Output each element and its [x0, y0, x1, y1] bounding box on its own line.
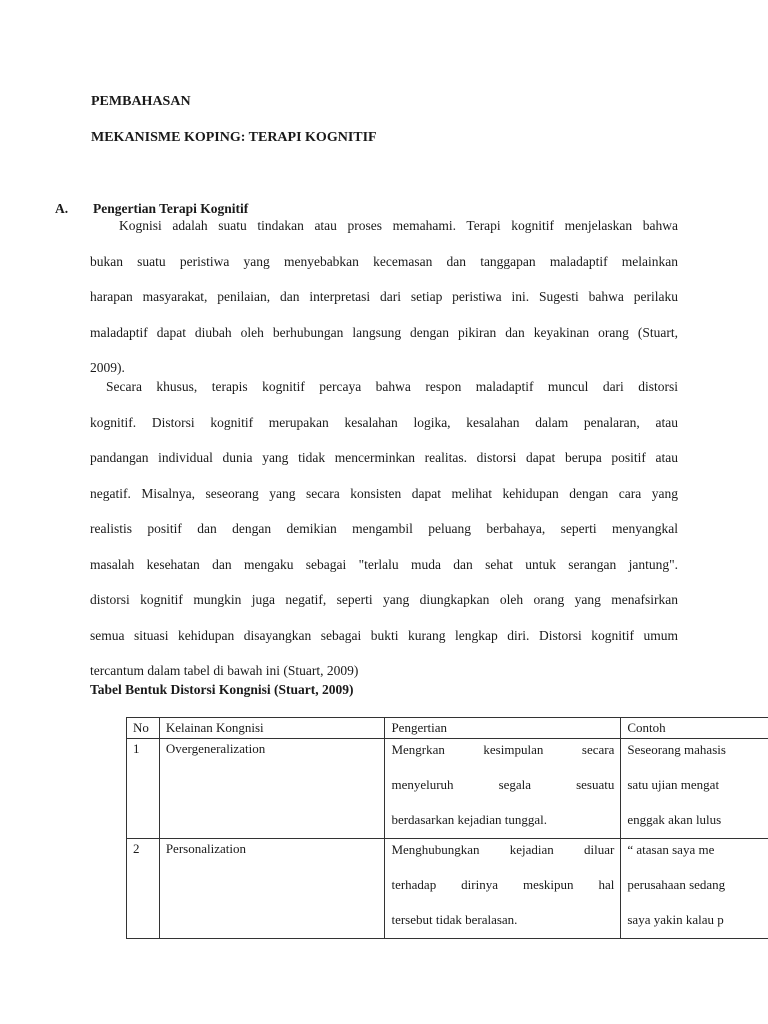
paragraph-line: semua situasi kehidupan disayangkan sebagai bukti kurang lengkap diri. Distorsi kognitif umum: [90, 627, 678, 643]
cell-kelainan: Personalization: [159, 839, 385, 939]
table-row: [127, 739, 768, 839]
cell-line: enggak akan lulus: [627, 812, 722, 827]
cell-no: 1: [127, 739, 160, 839]
paragraph-1: [90, 208, 678, 386]
cell-line: saya yakin kalau p: [627, 912, 724, 927]
table-header-row: [127, 718, 768, 739]
paragraph-2: [90, 369, 678, 689]
cell-line: Menghubungkan kejadian diluar: [391, 842, 615, 857]
cell-line: Seseorang mahasis: [627, 742, 726, 757]
cell-line: tersebut tidak beralasan.: [391, 912, 518, 927]
paragraph-line: pandangan individual dunia yang tidak mencerminkan realitas. distorsi dapat berupa positif atau: [90, 450, 678, 465]
header-pengertian: Pengertian: [385, 718, 621, 739]
distortion-table: [126, 717, 768, 939]
cell-line: menyeluruh segala sesuatu: [391, 777, 615, 792]
header-kelainan: Kelainan Kongnisi: [159, 718, 385, 739]
cell-pengertian: [385, 839, 621, 939]
paragraph-line: bukan suatu peristiwa yang menyebabkan kecemasan dan tanggapan maladaptif melainkan: [90, 253, 678, 269]
header-contoh: Contoh: [621, 718, 768, 739]
cell-line: “ atasan saya me: [627, 842, 715, 857]
paragraph-line: maladaptif dapat diubah oleh berhubungan langsung dengan pikiran dan keyakinan orang (Stuart,: [90, 324, 678, 340]
cell-contoh: [621, 839, 768, 939]
section-letter: A.: [55, 201, 69, 216]
section-title: Pengertian Terapi Kognitif: [93, 201, 249, 216]
paragraph-line: masalah kesehatan dan mengaku sebagai "terlalu muda dan sehat untuk serangan jantung".: [90, 556, 678, 572]
page-heading: PEMBAHASAN: [91, 94, 191, 109]
table-row: [127, 839, 768, 939]
cell-line: terhadap dirinya meskipun hal: [391, 877, 615, 892]
cell-line: berdasarkan kejadian tunggal.: [391, 812, 548, 827]
cell-line: perusahaan sedang: [627, 877, 726, 892]
paragraph-line: 2009).: [90, 360, 125, 375]
paragraph-line: harapan masyarakat, penilaian, dan interpretasi dari setiap peristiwa ini. Sugesti bahwa perilaku: [90, 289, 678, 304]
paragraph-line: distorsi kognitif mungkin juga negatif, seperti yang diungkapkan oleh orang yang menafsirkan: [90, 592, 678, 607]
paragraph-line: kognitif. Distorsi kognitif merupakan kesalahan logika, kesalahan dalam penalaran, atau: [90, 414, 678, 430]
cell-line: satu ujian mengat: [627, 777, 720, 792]
page-subheading: MEKANISME KOPING: TERAPI KOGNITIF: [91, 130, 377, 145]
cell-pengertian: [385, 739, 621, 839]
paragraph-line: negatif. Misalnya, seseorang yang secara konsisten dapat melihat kehidupan dengan cara yang: [90, 485, 678, 501]
cell-line: Mengrkan kesimpulan secara: [391, 742, 615, 757]
header-no: No: [127, 718, 160, 739]
paragraph-line: realistis positif dan dengan demikian mengambil peluang berbahaya, seperti menyangkal: [90, 521, 678, 536]
paragraph-line: tercantum dalam tabel di bawah ini (Stuart, 2009): [90, 663, 359, 678]
paragraph-line: Secara khusus, terapis kognitif percaya bahwa respon maladaptif muncul dari distorsi: [106, 379, 678, 394]
cell-contoh: [621, 739, 768, 839]
table-title: Tabel Bentuk Distorsi Kongnisi (Stuart, 2009): [90, 682, 354, 697]
paragraph-line: Kognisi adalah suatu tindakan atau proses memahami. Terapi kognitif menjelaskan bahwa: [119, 218, 678, 233]
cell-no: 2: [127, 839, 160, 939]
cell-kelainan: Overgeneralization: [159, 739, 385, 839]
